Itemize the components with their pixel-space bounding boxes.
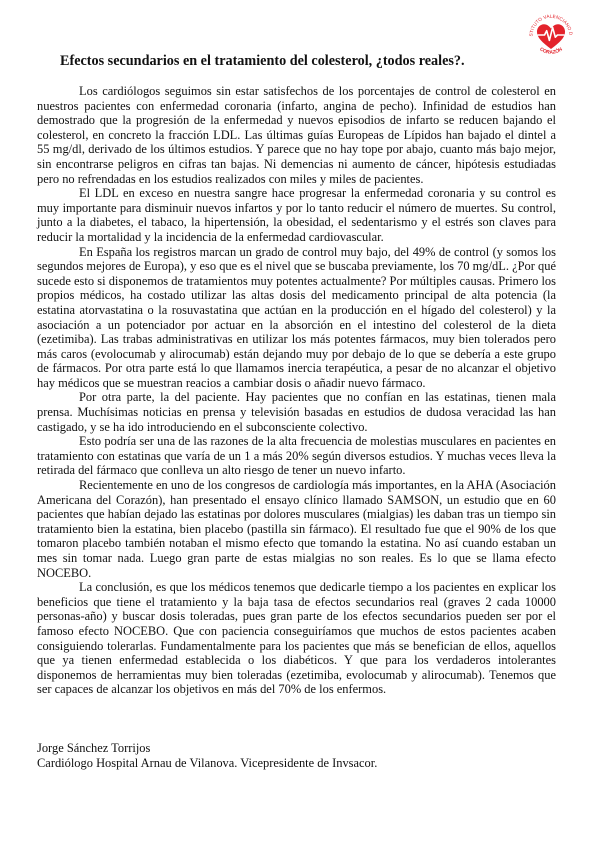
paragraph: Por otra parte, la del paciente. Hay pacientes que no confían en las estatinas, tienen mala prensa. Muchísimas noticias en prensa y televisión basadas en estudios de dudosa veracidad las han castigado, y se ha ido introduciendo en el subconsciente colectivo.	[37, 390, 556, 434]
paragraph: La conclusión, es que los médicos tenemos que dedicarle tiempo a los pacientes en explicar los beneficios que tiene el tratamiento y la baja tasa de efectos secundarios real (graves 2 cada 10000 personas-año) y buscar dosis toleradas, pues gran parte de los efectos secundarios pueden ser por el famoso efecto NOCEBO. Que con paciencia conseguiríamos que muchos de estos pacientes acaben consiguiendo tolerarlas. Fundamentalmente para los pacientes que más se benefician de ellos, aquellos que ya tienen enfermedad establecida o los diabéticos. Y que para los verdaderos intolerantes disponemos de herramientas muy bien toleradas (ezetimiba, evolocumab y alirocumab). Tenemos que ser capaces de alcanzar los objetivos en más del 70% de los enfermos.	[37, 580, 556, 697]
paragraph: Los cardiólogos seguimos sin estar satisfechos de los porcentajes de control de colesterol en nuestros pacientes con enfermedad coronaria (infarto, angina de pecho). Infinidad de estudios han demostrado que la progresión de la enfermedad y nuevos episodios de infarto se reducen bajando el colesterol, en concreto la fracción LDL. Las últimas guías Europeas de Lípidos han bajado el dintel a 55 mg/dl, derivado de los últimos estudios. Y parece que no hay tope por abajo, cuanto más bajo mejor, sin encontrarse peligros en cifras tan bajas. Ni demencias ni aumento de cáncer, hipótesis estudiadas pero no refrendadas en los estudios realizados con miles y miles de pacientes.	[37, 84, 556, 186]
svg-text:CORAZÓN: CORAZÓN	[538, 47, 564, 56]
article-title: Efectos secundarios en el tratamiento del colesterol, ¿todos reales?.	[60, 53, 465, 69]
svg-text:INSTITUTO VALENCIANO DEL: STITUTO VALENCIANO D	[528, 13, 574, 37]
author-signature	[37, 741, 577, 772]
paragraph: Esto podría ser una de las razones de la alta frecuencia de molestias musculares en pacientes en tratamiento con estatinas que varía de un 1 a más 20% según diversos estudios. Y muchas veces lleva la retirada del fármaco que conlleva un alto riesgo de tener un nuevo infarto.	[37, 434, 556, 478]
author-name: Jorge Sánchez Torrijos	[37, 741, 151, 755]
paragraph: El LDL en exceso en nuestra sangre hace progresar la enfermedad coronaria y su control es muy importante para disminuir nuevos infartos y por lo tanto reducir el número de muertes. Su control, junto a la diabetes, el tabaco, la hipertensión, la obesidad, el sedentarismo y el estrés son claves para reducir la mortalidad y la incidencia de la enfermedad cardiovascular.	[37, 186, 556, 244]
paragraph: En España los registros marcan un grado de control muy bajo, del 49% de control (y somos los segundos mejores de Europa), y eso que es el nivel que se buscaba previamente, los 70 mg/dL. ¿Por qué sucede esto si disponemos de tratamientos muy potentes actualmente? Por múltiples causas. Primero los propios médicos, ha costado utilizar las altas dosis del medicamento principal de alta potencia (la estatina atorvastatina o la rosuvastatina que actúan en la producción en el hígado del colesterol) y la asociación a un potenciador por actuar en la absorción en el intestino del colesterol de la dieta (ezetimiba). Las trabas administrativas en utilizar los más potentes fármacos, muy bien tolerados pero más caros (evolocumab y alirocumab) están dejando muy por debajo de lo que se debería a este grupo de fármacos. Por otra parte está lo que llamamos inercia terapéutica, a pesar de no alcanzar el objetivo hay médicos que se muestran reacios a cambiar dosis o añadir nuevo fármaco.	[37, 244, 556, 390]
author-role: Cardiólogo Hospital Arnau de Vilanova. Vicepresidente de Invsacor.	[37, 756, 378, 771]
paragraph: Recientemente en uno de los congresos de cardiología más importantes, en la AHA (Asociación Americana del Corazón), han presentado el ensayo clínico llamado SAMSON, un estudio que en 60 pacientes que habían dejado las estatinas por dolores musculares (mialgias) les daban tras un tiempo sin tratamiento bien la estatina, bien placebo (pastilla sin fármaco). El resultado fue que el 90% de los que tomaron placebo también notaban el mismo efecto que tomando la estatina. No así cuando estaban un mes sin tomar nada. Luego gran parte de estas mialgias no son reales. Es lo que se llama efecto NOCEBO.	[37, 478, 556, 580]
article-body	[37, 84, 556, 697]
